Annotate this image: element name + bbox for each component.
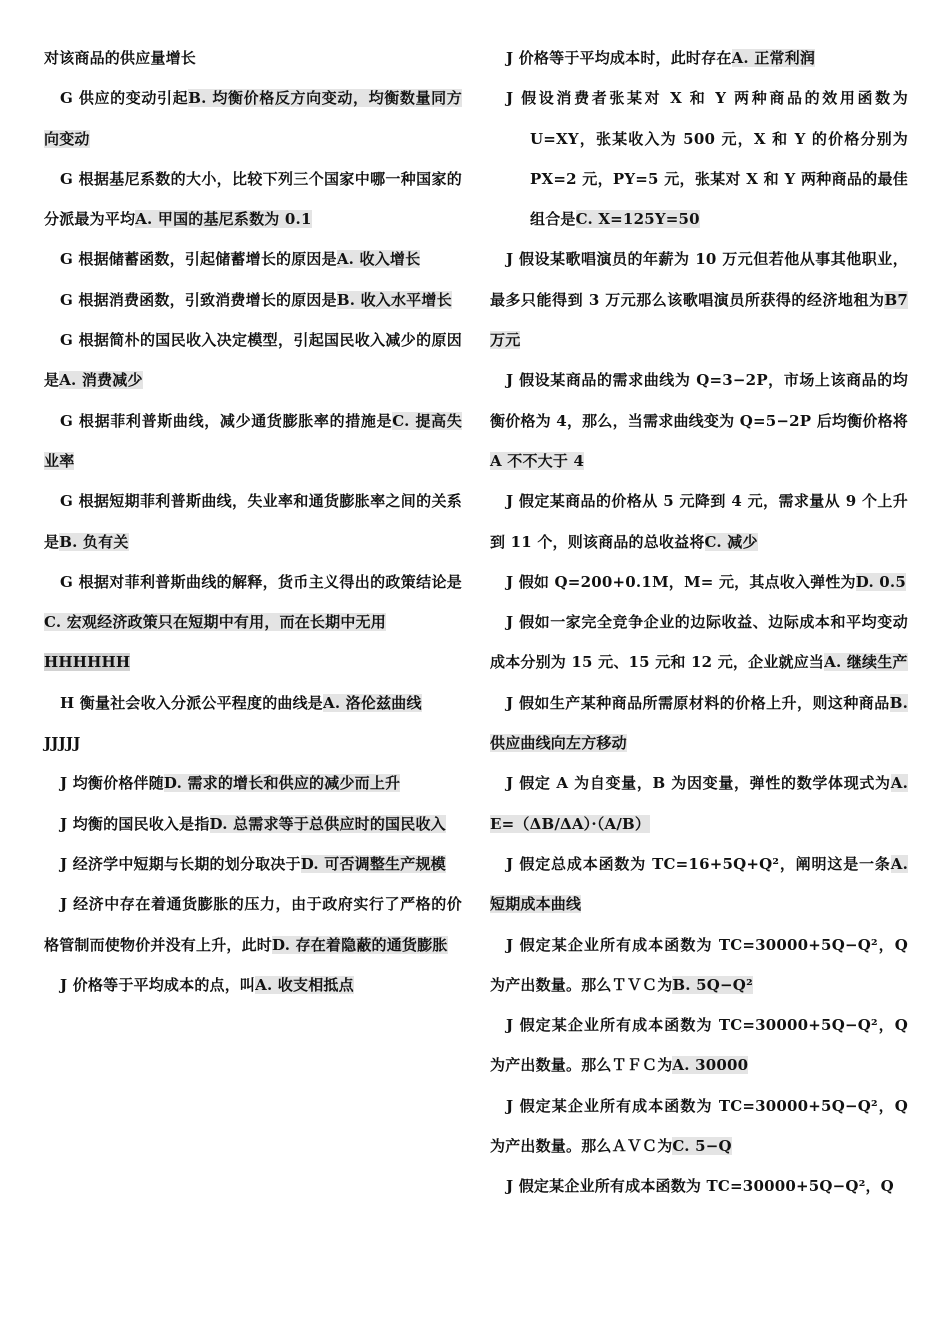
question-item — [44, 562, 462, 643]
question-item — [44, 401, 462, 482]
question-text: J 均衡的国民收入是指 — [60, 814, 210, 833]
question-text: J 假定 A 为自变量，B 为因变量，弹性的数学体现式为 — [506, 774, 891, 793]
question-item — [490, 78, 908, 239]
question-text: J 假如 Q=200+0.1M，M= 元，其点收入弹性为 — [506, 572, 856, 591]
question-text: J 假设某商品的需求曲线为 Q=3−2P，市场上该商品的均衡价格为 4，那么，当需求曲线变为 Q=5−2P 后均衡价格将 — [490, 371, 908, 430]
question-item — [490, 239, 908, 360]
question-item — [44, 38, 462, 78]
question-text: J 经济中存在着通货膨胀的压力，由于政府实行了严格的价格管制而使物价并没有上升，此时 — [44, 895, 462, 954]
question-item — [44, 320, 462, 401]
question-text: J 假定某企业所有成本函数为 TC=30000+5Q−Q²，Q — [506, 1177, 894, 1196]
question-item — [490, 562, 908, 602]
question-item — [490, 38, 908, 78]
question-text: J 假定某企业所有成本函数为 TC=30000+5Q−Q²，Q 为产出数量。那么ＴＦＣ为 — [490, 1016, 908, 1075]
question-item — [44, 78, 462, 159]
answer-text: B7 万元 — [490, 290, 908, 350]
question-item — [44, 723, 462, 763]
answer-text: C. X=125Y=50 — [575, 210, 700, 229]
question-item — [44, 280, 462, 320]
answer-text: A 不不大于 4 — [490, 451, 585, 470]
question-text: G 根据基尼系数的大小，比较下列三个国家中哪一种国家的分派最为平均 — [44, 169, 462, 229]
answer-text: A. 短期成本曲线 — [490, 854, 908, 914]
question-text: J 假设某歌唱演员的年薪为 10 万元但若他从事其他职业，最多只能得到 3 万元那么该歌唱演员所获得的经济地租为 — [490, 250, 908, 309]
question-text: G 供应的变动引起 — [60, 89, 189, 108]
right-column — [490, 38, 908, 1207]
question-text: J 假定总成本函数为 TC=16+5Q+Q²，阐明这是一条 — [506, 854, 891, 873]
answer-text: A. 收入增长 — [336, 250, 421, 269]
question-text: H 衡量社会收入分派公平程度的曲线是 — [60, 693, 323, 712]
question-text: J 假定某企业所有成本函数为 TC=30000+5Q−Q²，Q 为产出数量。那么ＡＶＣ为 — [490, 1096, 908, 1156]
question-item — [490, 1086, 908, 1167]
question-item — [490, 360, 908, 481]
answer-text: A. 正常利润 — [731, 49, 816, 67]
left-column — [44, 38, 462, 1005]
answer-text: D. 存在着隐蔽的通货膨胀 — [272, 935, 448, 954]
answer-text: D. 需求的增长和供应的减少而上升 — [163, 774, 401, 793]
question-text: G 根据简朴的国民收入决定模型，引起国民收入减少的原因是 — [44, 331, 462, 390]
answer-text: B. 负有关 — [59, 532, 129, 551]
answer-text: A. 继续生产 — [824, 653, 908, 672]
question-item — [490, 763, 908, 844]
question-text: J 价格等于平均成本的点，叫 — [60, 975, 256, 994]
question-item — [44, 804, 462, 844]
question-item — [490, 1005, 908, 1086]
question-item — [44, 159, 462, 240]
question-text: G 根据菲利普斯曲线，减少通货膨胀率的措施是 — [60, 411, 393, 430]
question-text: J 假如生产某种商品所需原材料的价格上升，则这种商品 — [506, 693, 890, 712]
question-item — [44, 683, 462, 723]
answer-text: B. 均衡价格反方向变动，均衡数量同方向变动 — [44, 89, 462, 148]
question-text: J 经济学中短期与长期的划分取决于 — [60, 854, 301, 873]
question-text: J 假定某商品的价格从 5 元降到 4 元，需求量从 9 个上升到 11 个，则该商品的总收益将 — [490, 492, 908, 551]
question-item — [490, 683, 908, 764]
question-text: 对该商品的供应量增长 — [44, 49, 197, 67]
question-item — [490, 1166, 908, 1206]
answer-text: C. 减少 — [704, 532, 758, 551]
question-text: G 根据储蓄函数，引起储蓄增长的原因是 — [60, 250, 337, 269]
answer-text: B. 收入水平增长 — [336, 290, 452, 309]
answer-text: A. 洛伦兹曲线 — [323, 693, 422, 712]
question-item — [490, 925, 908, 1006]
answer-text: A. 甲国的基尼系数为 0.1 — [135, 210, 312, 229]
answer-text: D. 0.5 — [855, 572, 906, 591]
question-item — [44, 844, 462, 884]
answer-text: B. 供应曲线向左方移动 — [490, 693, 908, 753]
question-text: G 根据消费函数，引致消费增长的原因是 — [60, 290, 337, 309]
question-item — [44, 642, 462, 682]
question-text: G 根据对菲利普斯曲线的解释，货币主义得出的政策结论是 — [60, 572, 462, 591]
question-item — [44, 481, 462, 562]
answer-text: D. 可否调整生产规模 — [300, 854, 446, 873]
answer-text: A. 收支相抵点 — [255, 975, 354, 994]
question-item — [44, 965, 462, 1005]
question-text: J 假设消费者张某对 X 和 Y 两种商品的效用函数为 U=XY，张某收入为 500 元，X 和 Y 的价格分别为 PX=2 元，PY=5 元，张某对 X 和 Y 两种商品的最佳组合是 — [506, 89, 908, 229]
question-text: G 根据短期菲利普斯曲线，失业率和通货膨胀率之间的关系是 — [44, 492, 462, 551]
question-item — [44, 763, 462, 803]
answer-text: D. 总需求等于总供应时的国民收入 — [209, 814, 446, 833]
answer-text: C. 宏观经济政策只在短期中有用，而在长期中无用 — [44, 613, 386, 632]
answer-text: B. 5Q−Q² — [672, 975, 753, 994]
answer-text: A. 30000 — [672, 1056, 749, 1075]
question-item — [44, 239, 462, 279]
question-text: J 均衡价格伴随 — [60, 774, 164, 793]
answer-text: A. 消费减少 — [59, 371, 143, 390]
question-text: JJJJJ — [44, 734, 81, 753]
question-text: J 假定某企业所有成本函数为 TC=30000+5Q−Q²，Q 为产出数量。那么ＴＶＣ为 — [490, 935, 908, 994]
question-item — [490, 602, 908, 683]
question-item — [490, 481, 908, 562]
question-item — [490, 844, 908, 925]
question-text: HHHHHH — [44, 653, 131, 672]
question-text: J 价格等于平均成本时，此时存在 — [506, 49, 732, 67]
answer-text: C. 提高失业率 — [44, 411, 462, 470]
answer-text: A. E=（ΔB/ΔA）·（A/B） — [490, 774, 908, 833]
question-item — [44, 884, 462, 965]
question-text: J 假如一家完全竞争企业的边际收益、边际成本和平均变动成本分别为 15 元、15 元和 12 元，企业就应当 — [490, 613, 908, 672]
answer-text: C. 5−Q — [672, 1137, 732, 1156]
